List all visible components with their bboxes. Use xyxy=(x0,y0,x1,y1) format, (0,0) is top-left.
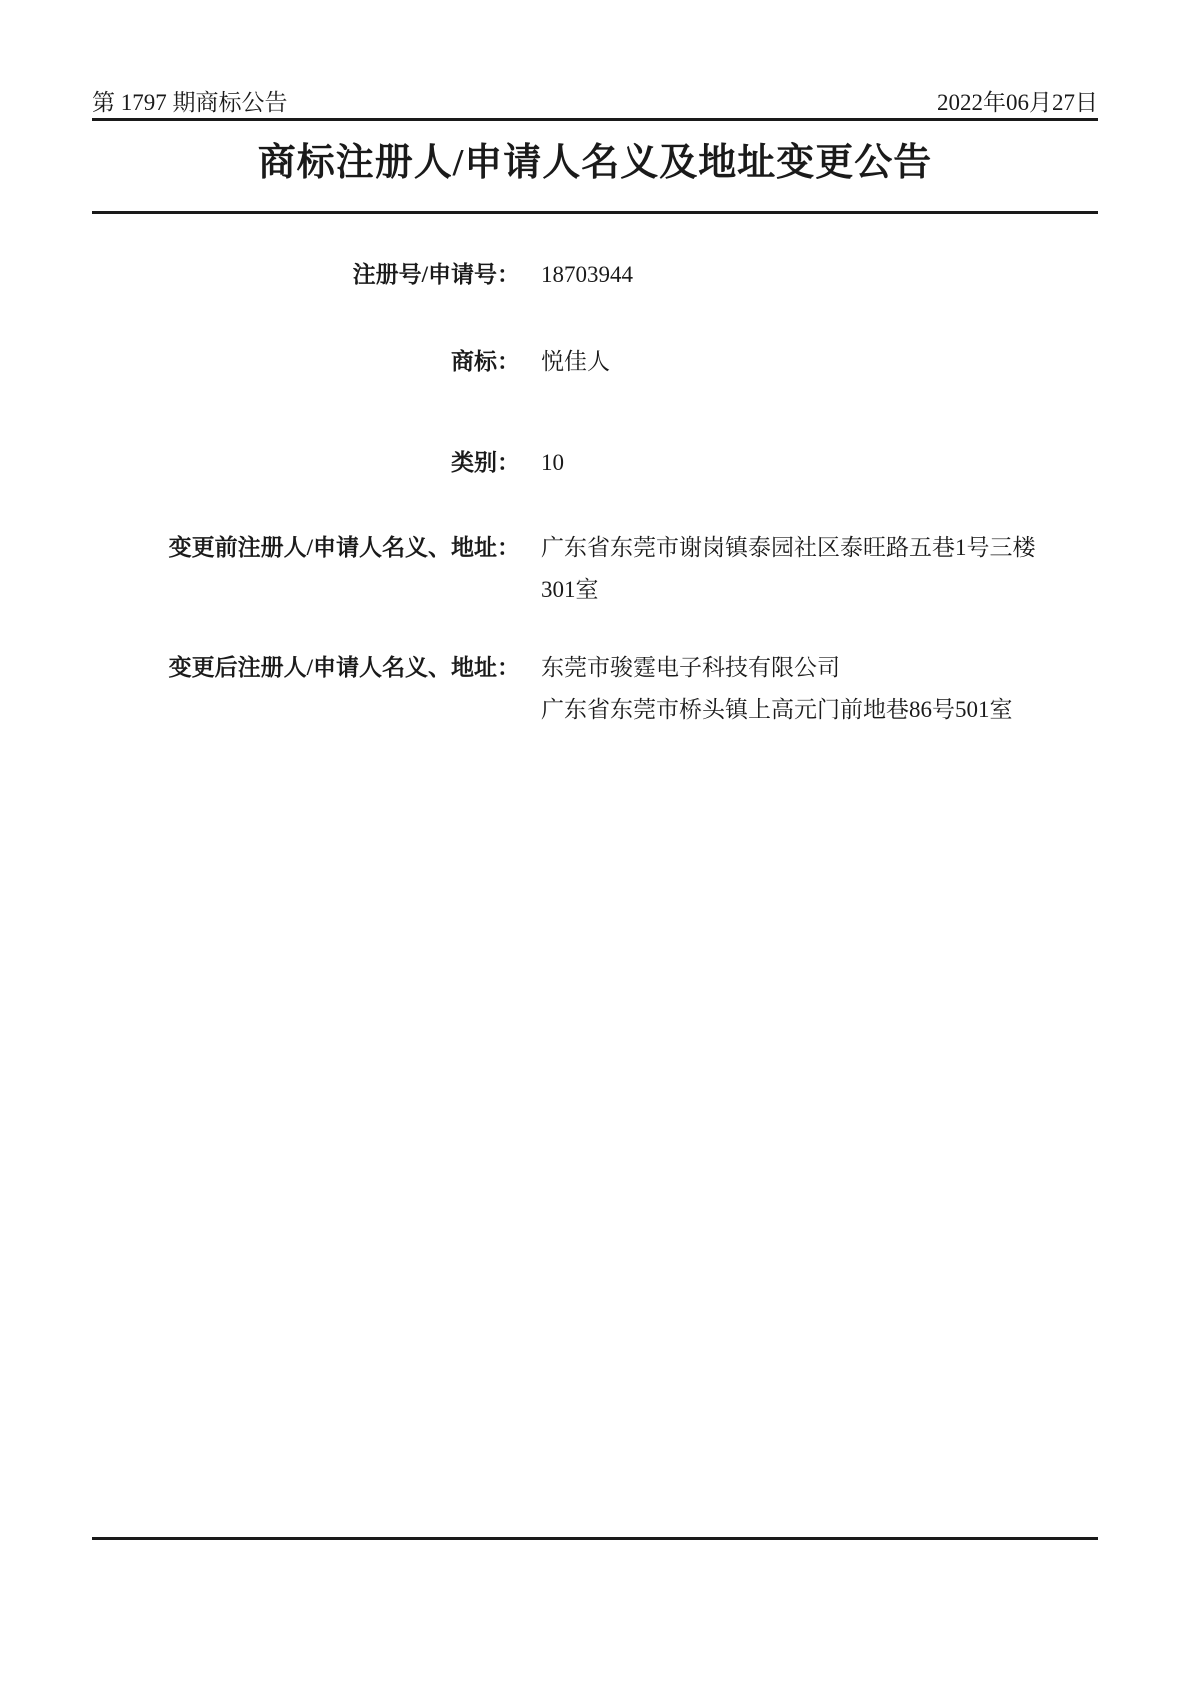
field-value xyxy=(541,647,1098,731)
field-label: 变更后注册人/申请人名义、地址： xyxy=(168,655,520,680)
value-line: 广东省东莞市桥头镇上高元门前地巷86号501室 xyxy=(541,697,1013,722)
field-value xyxy=(541,341,1098,383)
value-line: 东莞市骏霆电子科技有限公司 xyxy=(541,655,840,680)
field-value xyxy=(541,254,1098,296)
field-value xyxy=(541,442,1098,484)
field-value xyxy=(541,527,1098,611)
gazette-issue-label: 第 1797 期商标公告 xyxy=(92,90,288,115)
field-label: 类别： xyxy=(451,450,520,475)
header-divider xyxy=(92,118,1098,121)
field-label: 注册号/申请号： xyxy=(352,262,520,287)
title-divider xyxy=(92,211,1098,214)
page-title: 商标注册人/申请人名义及地址变更公告 xyxy=(257,142,933,184)
value-line: 广东省东莞市谢岗镇泰园社区泰旺路五巷1号三楼 xyxy=(541,535,1036,560)
gazette-date-label: 2022年06月27日 xyxy=(937,90,1098,115)
value-line: 悦佳人 xyxy=(541,349,610,374)
field-label: 商标： xyxy=(451,349,520,374)
field-label: 变更前注册人/申请人名义、地址： xyxy=(168,535,520,560)
value-line: 10 xyxy=(541,450,564,475)
page-header xyxy=(92,84,1098,117)
value-line: 301室 xyxy=(541,577,599,602)
footer-divider xyxy=(92,1537,1098,1540)
value-line: 18703944 xyxy=(541,262,633,287)
